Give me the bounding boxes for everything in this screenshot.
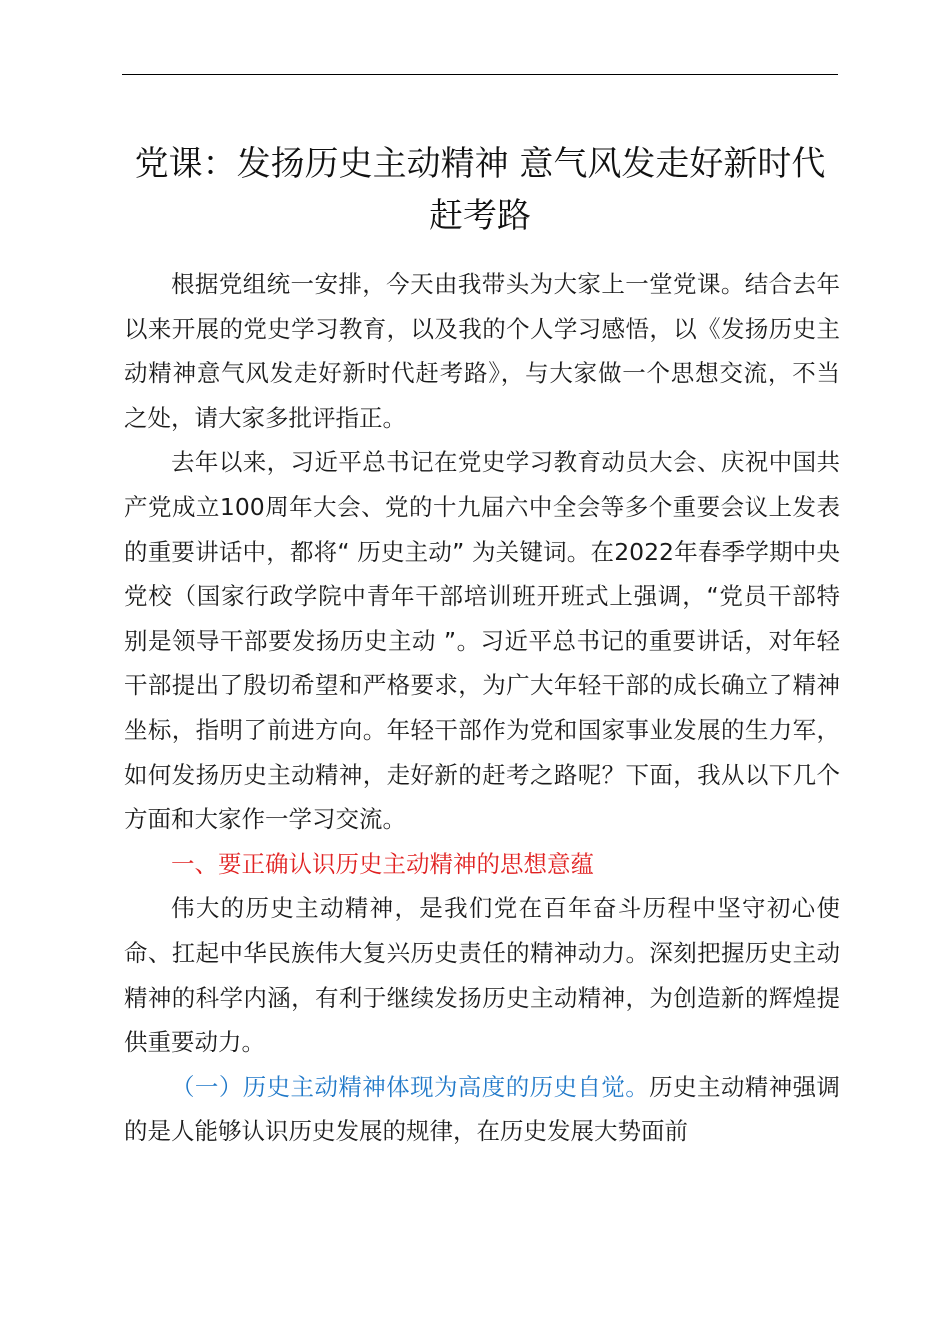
- section-heading-1: 一、要正确认识历史主动精神的思想意蕴: [171, 849, 594, 878]
- subsection-heading-1: （一）历史主动精神体现为高度的历史自觉。: [171, 1072, 650, 1101]
- background-paragraph: 去年以来，习近平总书记在党史学习教育动员大会、庆祝中国共产党成立100周年大会、党的十九届六中全会等多个重要会议上发表的重要讲话中，都将“ 历史主动” 为关键词。在2022年春季学期中央党校（国家行政学院中青年干部培训班开班式上强调，“党员干部特别是领导干部要发扬历史主动 ”。习近平总书记的重要讲话，对年轻干部提出了殷切希望和严格要求，为广大年轻干部的成长确立了精神坐标，指明了前进方向。年轻干部作为党和国家事业发展的生力军，如何发扬历史主动精神，走好新的赶考之路呢？下面，我从以下几个方面和大家作一学习交流。: [124, 448, 840, 834]
- intro-paragraph: 根据党组统一安排，今天由我带头为大家上一堂党课。结合去年以来开展的党史学习教育，以及我的个人学习感悟，以《发扬历史主动精神意气风发走好新时代赶考路》，与大家做一个思想交流，不当之处，请大家多批评指正。: [124, 270, 840, 432]
- title-line-2: 赶考路: [429, 196, 531, 236]
- document-title: [110, 138, 850, 242]
- section-1-paragraph: 伟大的历史主动精神，是我们党在百年奋斗历程中坚守初心使命、扛起中华民族伟大复兴历史责任的精神动力。深刻把握历史主动精神的科学内涵，有利于继续发扬历史主动精神，为创造新的辉煌提供重要动力。: [124, 894, 840, 1057]
- title-line-1: 党课：发扬历史主动精神 意气风发走好新时代: [134, 144, 826, 184]
- document-body: [124, 262, 840, 1154]
- subsection-1-paragraph: [124, 1065, 840, 1154]
- header-rule: [122, 74, 838, 75]
- subsection-1-text: 历史主动精神强调的是人能够认识历史发展的规律，在历史发展大势面前: [124, 1072, 841, 1146]
